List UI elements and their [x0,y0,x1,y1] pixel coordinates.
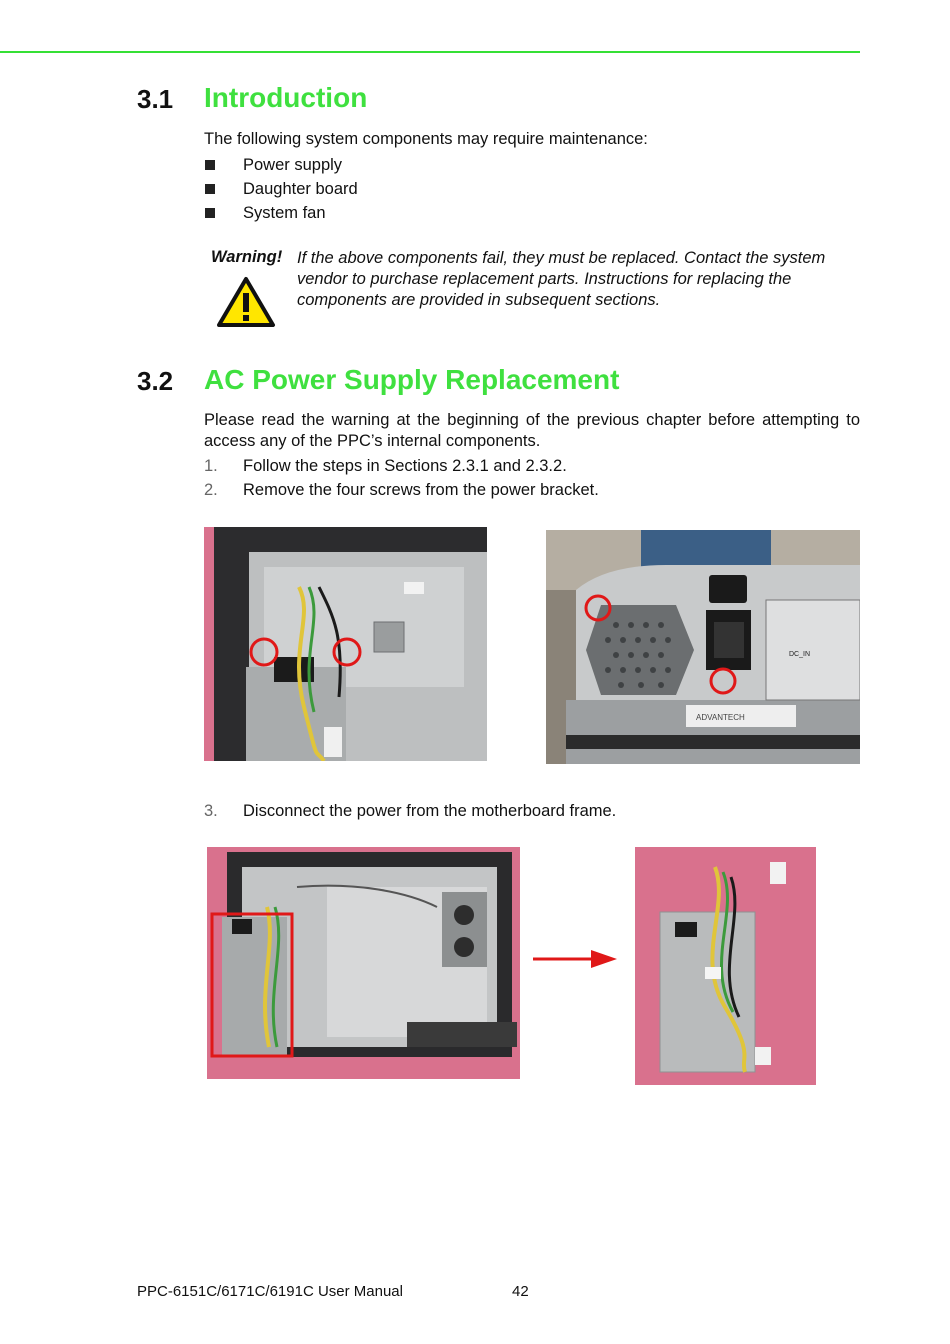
brand-label: ADVANTECH [696,713,745,722]
intro-text: The following system components may require maintenance: [204,130,648,148]
numbered-step: 2. Remove the four screws from the power bracket. [204,481,599,499]
intro-text: Please read the warning at the beginning of the previous chapter before attempting to access any of the PPC’s internal components. [204,411,860,450]
bullet-square-icon [205,208,215,218]
bullet-square-icon [205,160,215,170]
list-item: Daughter board [205,178,358,200]
footer-page-number: 42 [512,1283,529,1300]
list-item: Power supply [205,154,342,176]
numbered-step: 1. Follow the steps in Sections 2.3.1 and 2.3.2. [204,457,567,475]
section-number: 3.2 [137,366,174,396]
photo-motherboard-frame [207,847,520,1079]
warning-text: If the above components fail, they must be replaced. Contact the system vendor to purchase replacement parts. Instructions for replacing the components are provided in subsequent sections. [297,249,826,309]
dc-in-label: DC_IN [789,651,811,658]
list-item: System fan [205,202,326,224]
top-rule [0,51,860,53]
photo-power-bracket-screws [204,527,487,761]
warning-label: Warning! [211,248,283,266]
warning-triangle-icon [216,276,276,328]
arrow-right-icon [533,948,618,970]
footer-manual-title: PPC-6151C/6171C/6191C User Manual [137,1283,403,1300]
section-number: 3.1 [137,84,174,114]
photo-removed-power-supply [635,847,816,1085]
section-title: AC Power Supply Replacement [204,364,620,395]
photo-rear-panel-screws [546,530,860,764]
bullet-square-icon [205,184,215,194]
numbered-step: 3. Disconnect the power from the motherboard frame. [204,802,617,820]
section-title: Introduction [204,82,368,113]
